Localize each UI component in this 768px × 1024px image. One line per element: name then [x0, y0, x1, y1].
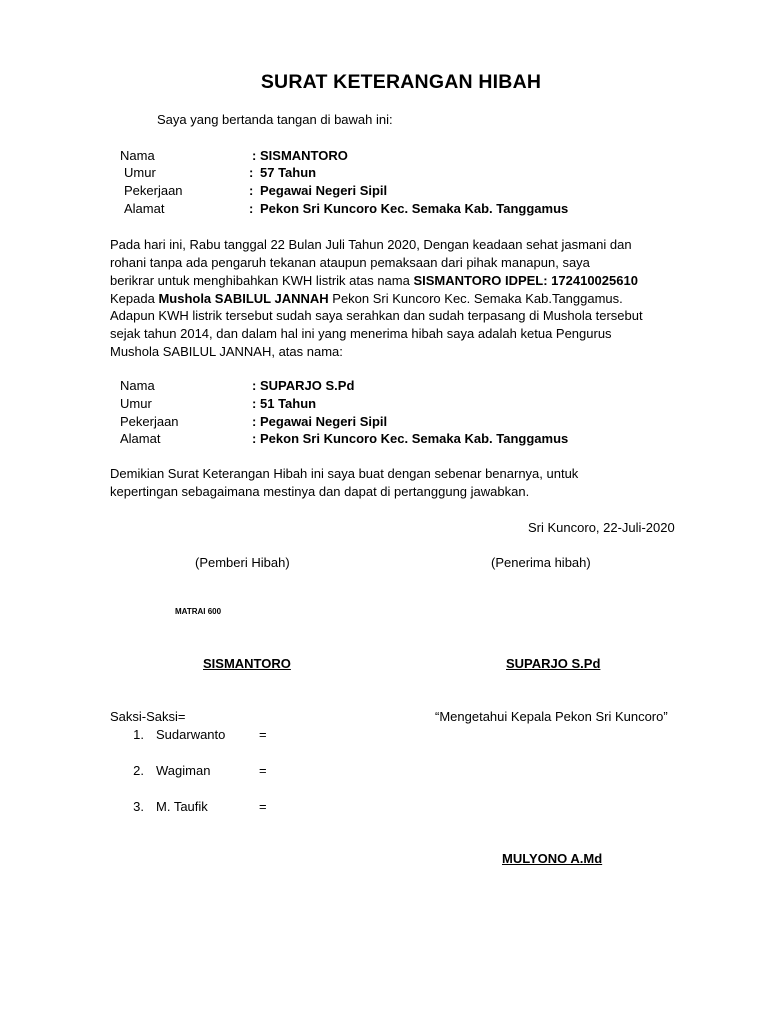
saksi-number: 3.: [133, 799, 144, 814]
field-separator: :: [249, 201, 254, 216]
document-title: SURAT KETERANGAN HIBAH: [260, 71, 542, 93]
field-label: Pekerjaan: [120, 414, 179, 429]
matrai-stamp: MATRAI 600: [175, 607, 222, 616]
field-value: Pegawai Negeri Sipil: [260, 414, 388, 429]
body-text: Pekon Sri Kuncoro Kec. Semaka Kab.Tanggamus.: [328, 291, 623, 306]
body-text: berikrar untuk menghibahkan KWH listrik atas nama: [110, 273, 414, 288]
field-separator: :: [249, 183, 254, 198]
pemberi-role: (Pemberi Hibah): [195, 555, 290, 570]
body-line: Adapun KWH listrik tersebut sudah saya serahkan dan sudah terpasang di Mushola tersebut: [110, 308, 643, 323]
body-line: Pada hari ini, Rabu tanggal 22 Bulan Juli Tahun 2020, Dengan keadaan sehat jasmani dan: [110, 237, 632, 252]
field-label: Alamat: [124, 201, 165, 216]
saksi-label: Saksi-Saksi=: [110, 709, 186, 724]
closing-line: Demikian Surat Keterangan Hibah ini saya buat dengan sebenar benarnya, untuk: [110, 466, 579, 481]
intro-text: Saya yang bertanda tangan di bawah ini:: [157, 112, 393, 127]
field-label: Umur: [120, 396, 152, 411]
field-value: SISMANTORO: [260, 148, 348, 163]
body-line: [110, 272, 700, 290]
body-bold-text: SISMANTORO IDPEL: 172410025610: [413, 273, 638, 288]
field-label: Nama: [120, 378, 155, 393]
place-date: Sri Kuncoro, 22-Juli-2020: [528, 520, 675, 535]
saksi-sign: =: [259, 763, 267, 778]
field-value: Pekon Sri Kuncoro Kec. Semaka Kab. Tanggamus: [260, 201, 569, 216]
field-label: Nama: [120, 148, 155, 163]
field-label: Umur: [124, 165, 156, 180]
field-separator: :: [252, 396, 257, 411]
field-separator: :: [252, 431, 257, 446]
field-separator: :: [252, 378, 257, 393]
body-bold-text: Mushola SABILUL JANNAH: [158, 291, 329, 306]
saksi-name: M. Taufik: [156, 799, 208, 814]
field-value: Pekon Sri Kuncoro Kec. Semaka Kab. Tanggamus: [260, 431, 569, 446]
field-separator: :: [249, 165, 254, 180]
body-line: rohani tanpa ada pengaruh tekanan ataupun pemaksaan dari pihak manapun, saya: [110, 255, 590, 270]
penerima-role: (Penerima hibah): [491, 555, 591, 570]
saksi-number: 1.: [133, 727, 144, 742]
field-value: SUPARJO S.Pd: [260, 378, 355, 393]
saksi-name: Sudarwanto: [156, 727, 226, 742]
field-value: 51 Tahun: [260, 396, 317, 411]
body-line: [110, 290, 700, 308]
field-label: Pekerjaan: [124, 183, 183, 198]
body-text: Kepada: [110, 291, 159, 306]
closing-line: kepertingan sebagaimana mestinya dan dapat di pertanggung jawabkan.: [110, 484, 530, 499]
saksi-number: 2.: [133, 763, 144, 778]
pemberi-signature-name: SISMANTORO: [203, 656, 291, 671]
penerima-signature-name: SUPARJO S.Pd: [506, 656, 601, 671]
saksi-sign: =: [259, 799, 267, 814]
field-value: Pegawai Negeri Sipil: [260, 183, 388, 198]
body-line: sejak tahun 2014, dan dalam hal ini yang menerima hibah saya adalah ketua Pengurus: [110, 326, 612, 341]
field-label: Alamat: [120, 431, 161, 446]
field-value: 57 Tahun: [260, 165, 317, 180]
kepala-signature-name: MULYONO A.Md: [502, 851, 603, 866]
mengetahui-text: “Mengetahui Kepala Pekon Sri Kuncoro”: [435, 709, 668, 724]
field-separator: :: [252, 414, 257, 429]
saksi-sign: =: [259, 727, 267, 742]
saksi-name: Wagiman: [156, 763, 211, 778]
body-line: Mushola SABILUL JANNAH, atas nama:: [110, 344, 343, 359]
field-separator: :: [252, 148, 257, 163]
